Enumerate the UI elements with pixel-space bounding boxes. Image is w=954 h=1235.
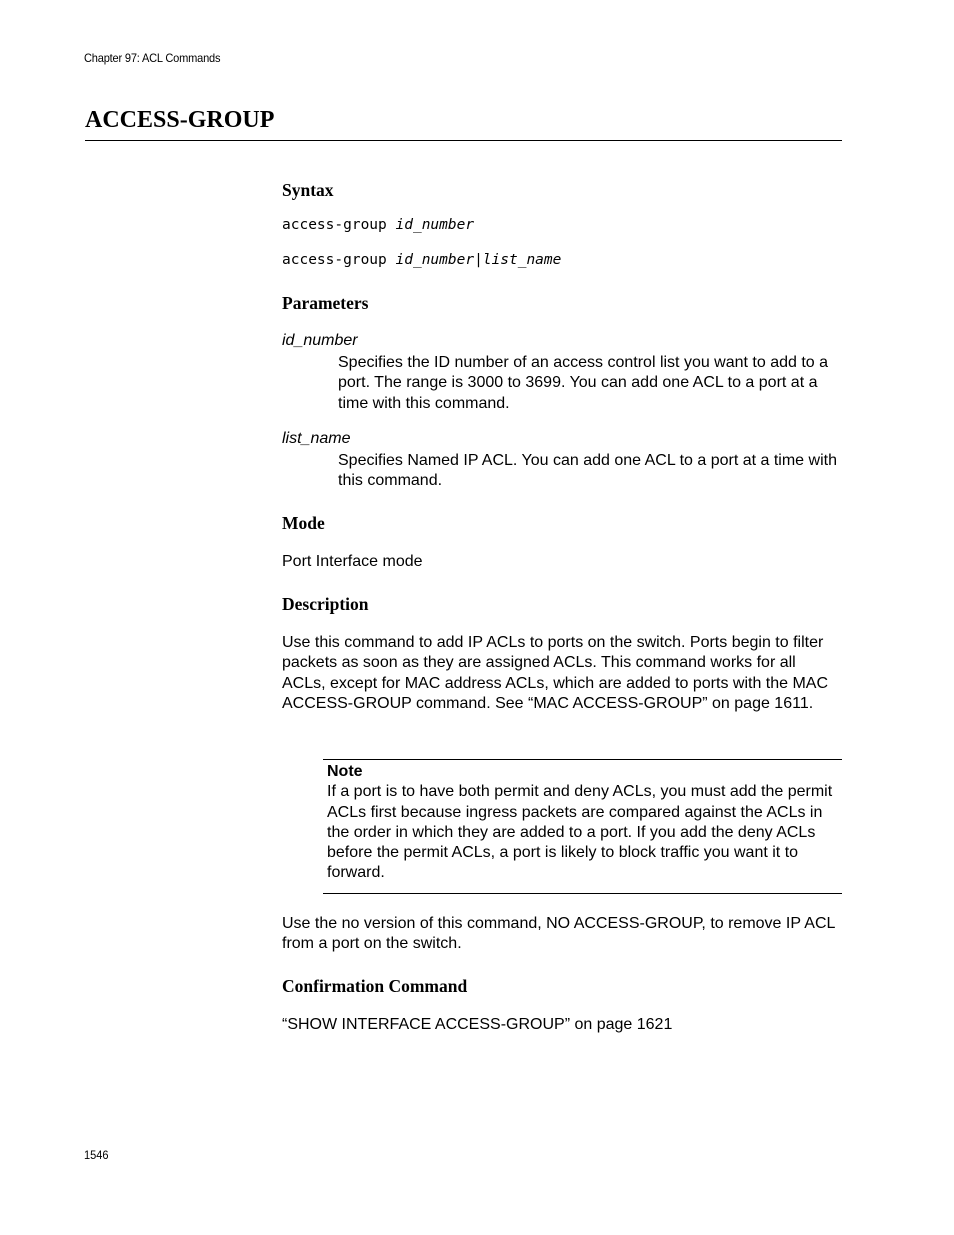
syntax-command: access-group	[282, 252, 396, 268]
running-header: Chapter 97: ACL Commands	[84, 51, 221, 65]
param-term-list-name: list_name	[282, 430, 351, 447]
mode-heading: Mode	[282, 513, 325, 533]
mode-text: Port Interface mode	[282, 553, 423, 570]
description-text: Use this command to add IP ACLs to ports on the switch. Ports begin to filter packets as soon as they are assigned ACLs. This command works for all ACLs, except for MAC address ACLs, which are added to ports with the MAC ACCESS-GROUP command. See “MAC ACCESS-GROUP” on page 1611.	[282, 634, 829, 712]
note-box	[323, 759, 842, 894]
syntax-line-1	[282, 217, 474, 233]
note-title: Note	[327, 763, 363, 780]
param-definition-list-name: Specifies Named IP ACL. You can add one ACL to a port at a time with this command.	[338, 452, 837, 490]
no-version-text: Use the no version of this command, NO ACCESS-GROUP, to remove IP ACL from a port on the switch.	[282, 915, 835, 953]
syntax-command: access-group	[282, 217, 396, 233]
confirmation-heading: Confirmation Command	[282, 976, 468, 996]
title-divider	[85, 140, 842, 141]
page-title: ACCESS-GROUP	[85, 107, 275, 133]
param-term-id-number: id_number	[282, 332, 358, 349]
confirmation-reference: “SHOW INTERFACE ACCESS-GROUP” on page 1621	[282, 1016, 673, 1033]
page-number: 1546	[84, 1148, 109, 1162]
syntax-line-2	[282, 252, 561, 268]
syntax-argument: id_number|list_name	[395, 252, 562, 268]
param-definition-id-number: Specifies the ID number of an access control list you want to add to a port. The range is 3000 to 3699. You can add one ACL to a port at a time with this command.	[338, 354, 829, 412]
syntax-heading: Syntax	[282, 180, 334, 200]
syntax-argument: id_number	[395, 217, 475, 233]
parameters-heading: Parameters	[282, 293, 369, 313]
note-text: If a port is to have both permit and deny ACLs, you must add the permit ACLs first because ingress packets are compared against the ACLs in the order in which they are added to a port. If you add the deny ACLs before the permit ACLs, a port is likely to block traffic you want it to forward.	[327, 783, 833, 882]
description-heading: Description	[282, 594, 369, 614]
